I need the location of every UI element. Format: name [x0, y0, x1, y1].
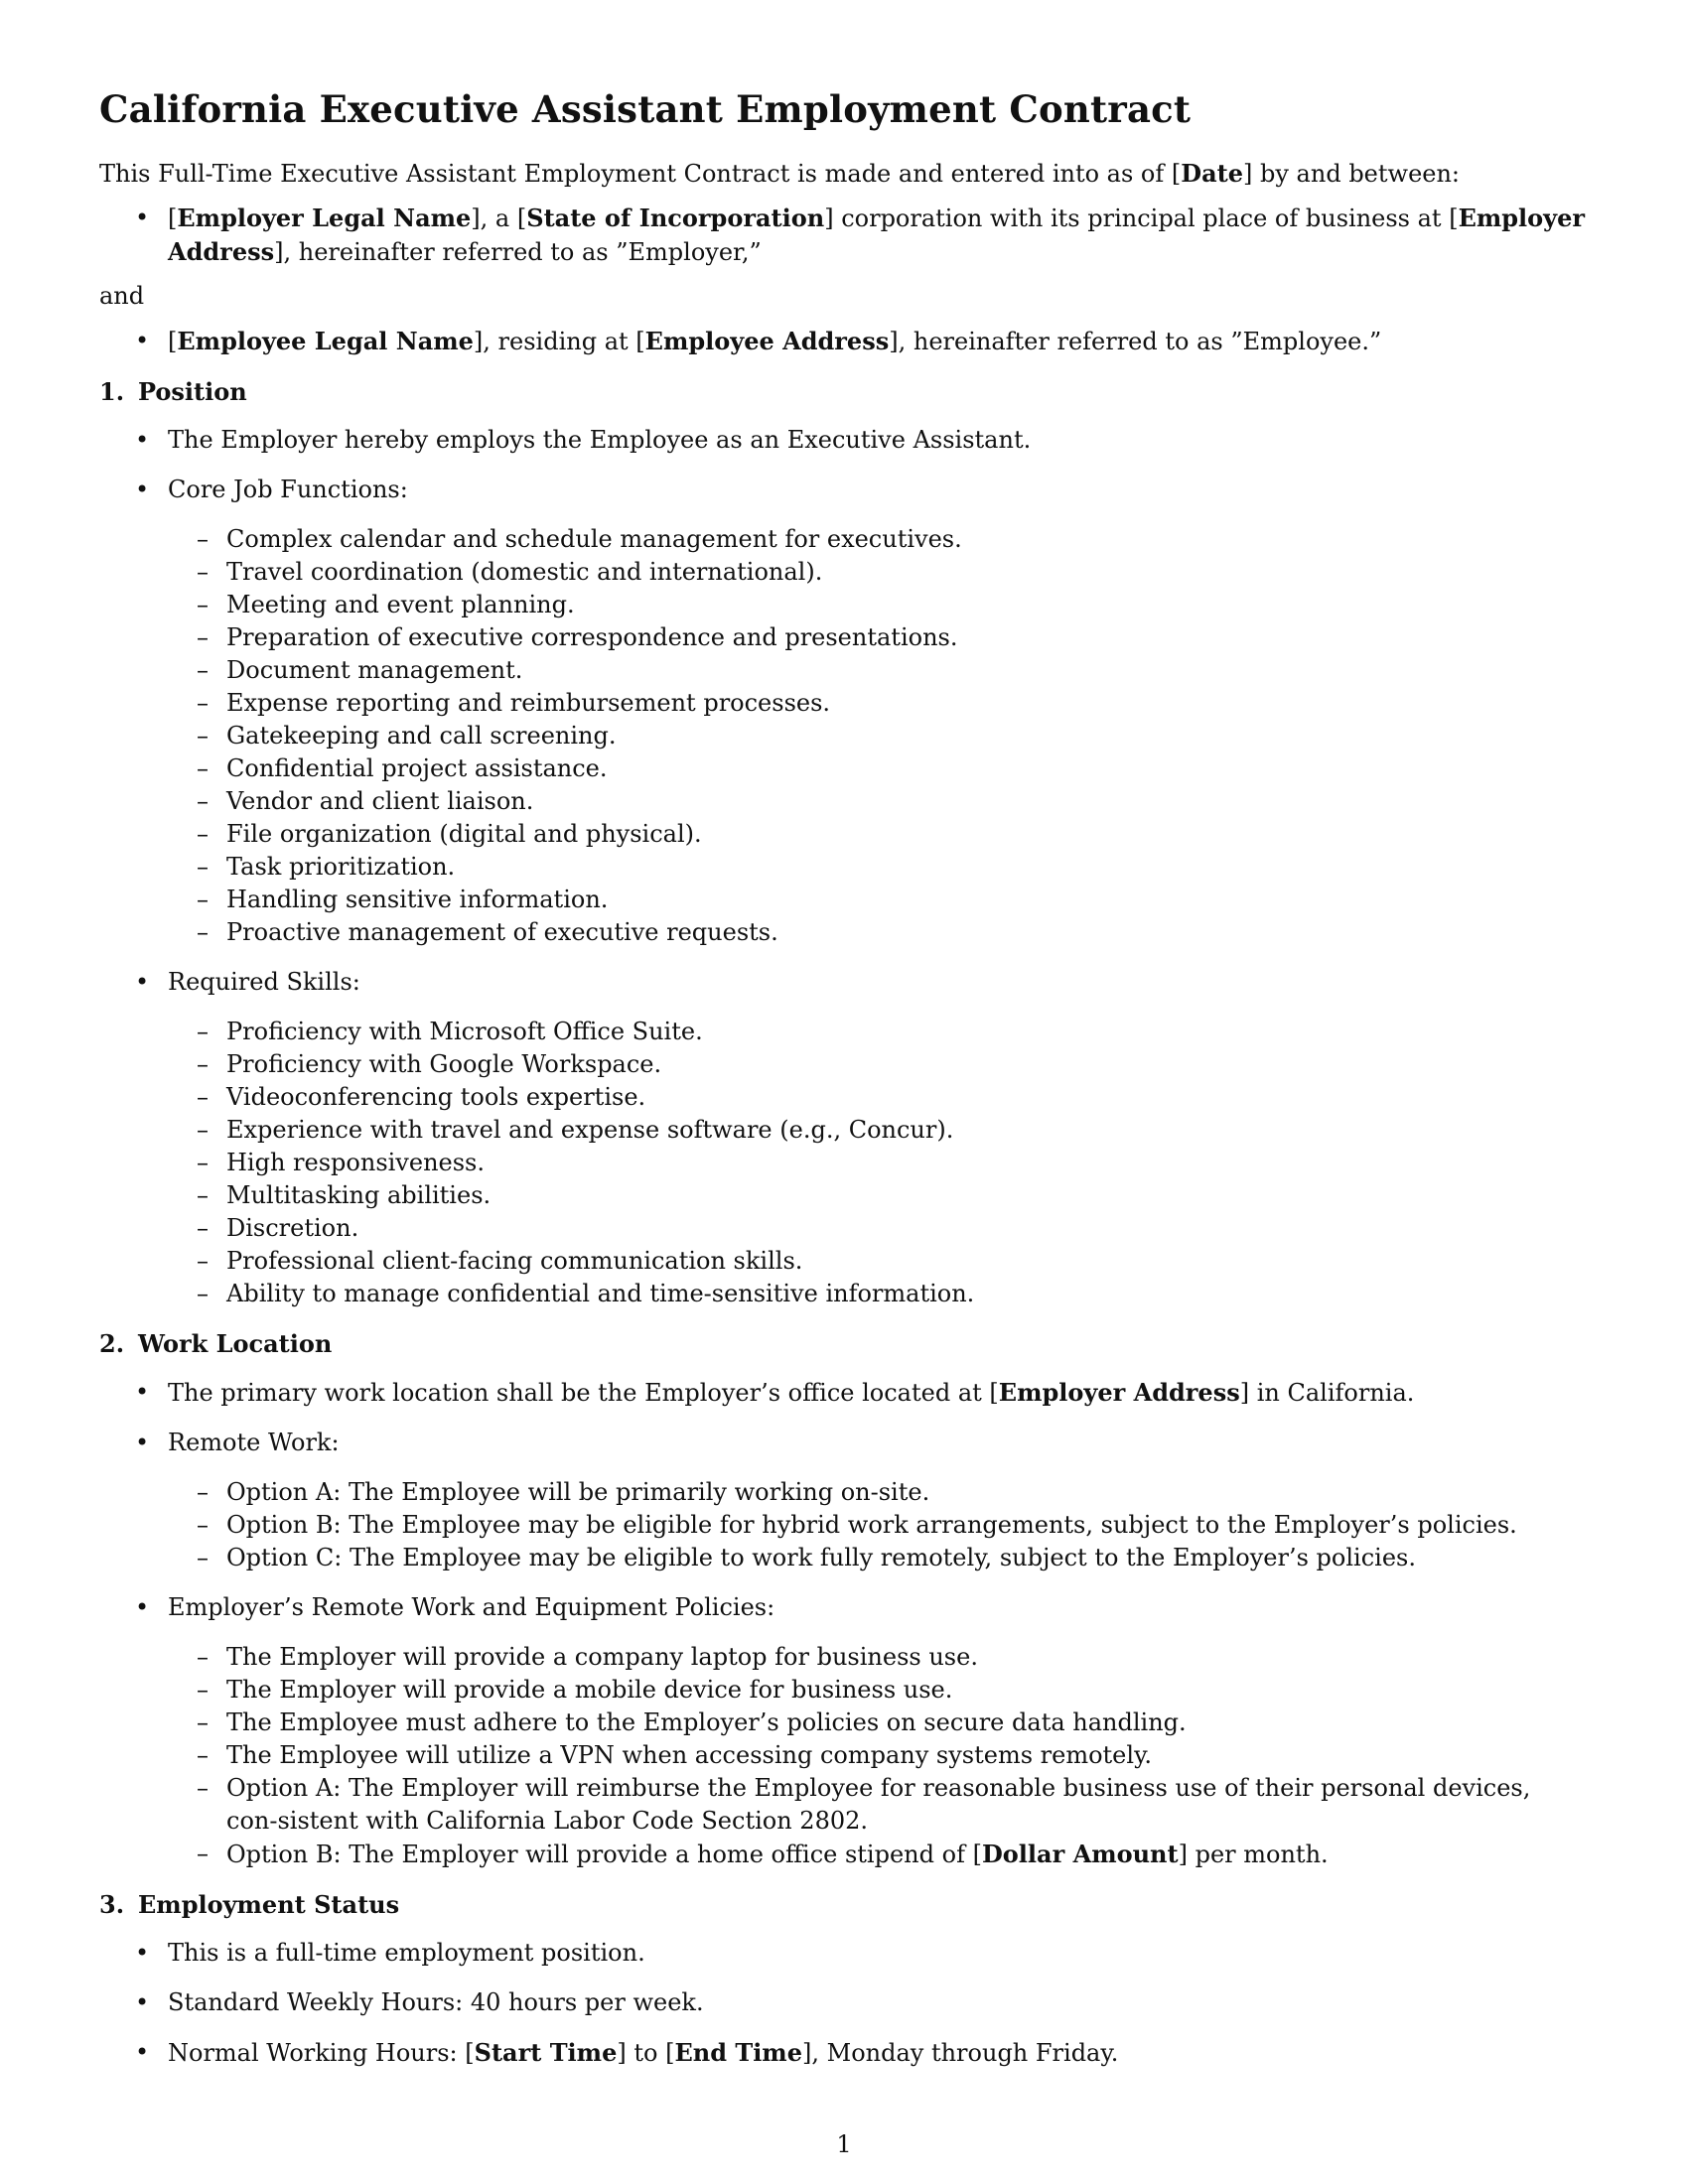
- bullet-icon: •: [135, 1378, 150, 1406]
- list-item: – Document management.: [197, 656, 523, 684]
- list-item: – Option B: The Employee may be eligible for hybrid work arrangements, subject to the Employer’s policies.: [197, 1511, 1517, 1539]
- list-item: • Required Skills: – Proficiency with Microsoft Office Suite. – Proficiency with Google Workspace. – Videoconferencing tools expertise. – Experience with travel and expense software (e.g., Concur). – High responsiveness. – Multitasking abilities. – Discretion. – Professional client-facing communication skills. – Ability to manage confidential and time-sensitive information.: [99, 966, 1589, 1310]
- list-item: – Travel coordination (domestic and international).: [197, 558, 823, 586]
- list-item: – Proficiency with Google Workspace.: [197, 1050, 662, 1078]
- list-item: • The Employer hereby employs the Employee as an Executive Assistant.: [99, 424, 1589, 457]
- bullet-icon: •: [135, 968, 150, 996]
- equipment-policies-list: [168, 1641, 1589, 1871]
- bullet-icon: •: [135, 1429, 150, 1456]
- list-item: – Meeting and event planning.: [197, 591, 575, 618]
- list-item: • Employer’s Remote Work and Equipment Policies: – The Employer will provide a company laptop for business use. – The Employer will provide a mobile device for business use. – The Employee must adhere to the Employer’s policies on secure data handling. – The Employee will utilize a VPN when accessing company systems remotely. – Option A: The Employer will reimburse the Employee for reasonable business use of their personal devices, con-sistent with California Labor Code Section 2802. – Option B: The Employer will provide a home office stipend of [Dollar Amount] per month.: [99, 1591, 1589, 1871]
- list-item: • Remote Work: – Option A: The Employee will be primarily working on-site. – Option B: The Employee may be eligible for hybrid work arrangements, subject to the Employer’s policies. – Option C: The Employee may be eligible to work fully remotely, subject to the Employer’s policies.: [99, 1427, 1589, 1574]
- core-functions-list: [168, 523, 1589, 949]
- list-item: – Ability to manage confidential and time-sensitive information.: [197, 1280, 975, 1307]
- list-item: – Discretion.: [197, 1214, 359, 1242]
- bullet-icon: •: [135, 327, 150, 354]
- list-item: – Multitasking abilities.: [197, 1181, 492, 1209]
- section-3-list: [99, 1937, 1589, 2070]
- list-item: • Standard Weekly Hours: 40 hours per week.: [99, 1986, 1589, 2019]
- bullet-icon: •: [135, 2038, 150, 2066]
- bullet-icon: •: [135, 426, 150, 454]
- list-item: – Videoconferencing tools expertise.: [197, 1083, 646, 1111]
- document-page: [99, 87, 1589, 2087]
- section-2-list: [99, 1376, 1589, 1871]
- list-item: – Option B: The Employer will provide a home office stipend of [Dollar Amount] per month.: [197, 1840, 1329, 1868]
- required-skills-list: [168, 1016, 1589, 1310]
- employee-party-list: [99, 325, 1589, 358]
- list-item: • [Employee Legal Name], residing at [Employee Address], hereinafter referred to as ”Employee.”: [135, 327, 1382, 355]
- list-item: – Proficiency with Microsoft Office Suite.: [197, 1018, 703, 1045]
- bullet-icon: •: [135, 1593, 150, 1621]
- list-item: – Professional client-facing communication skills.: [197, 1247, 803, 1275]
- list-item: – Task prioritization.: [197, 853, 456, 881]
- list-item: • This is a full-time employment position.: [99, 1937, 1589, 1970]
- page-number: 1: [836, 2130, 852, 2158]
- employer-party-list: [99, 202, 1589, 269]
- list-item: • Normal Working Hours: [Start Time] to [End Time], Monday through Friday.: [135, 2038, 1119, 2067]
- bullet-icon: •: [135, 1988, 150, 2016]
- bullet-icon: •: [135, 476, 150, 503]
- date-placeholder: Date: [1181, 159, 1243, 188]
- list-item: – Option A: The Employee will be primarily working on-site.: [197, 1478, 930, 1506]
- list-item: – Gatekeeping and call screening.: [197, 722, 617, 750]
- section-heading-position: 1. Position: [99, 377, 247, 406]
- section-1-list: [99, 424, 1589, 1310]
- bullet-icon: •: [135, 204, 150, 231]
- list-item: – Option A: The Employer will reimburse the Employee for reasonable business use of their personal devices, con-sistent with California Labor Code Section 2802.: [197, 1774, 1531, 1835]
- list-item: – Proactive management of executive requests.: [197, 918, 778, 946]
- list-item: – The Employer will provide a company laptop for business use.: [197, 1643, 978, 1671]
- list-item: – Expense reporting and reimbursement processes.: [197, 689, 831, 717]
- intro-paragraph: This Full-Time Executive Assistant Employment Contract is made and entered into as of [Date] by and between:: [99, 159, 1461, 188]
- list-item: – Option C: The Employee may be eligible to work fully remotely, subject to the Employer’s policies.: [197, 1544, 1416, 1571]
- list-item: – Confidential project assistance.: [197, 754, 608, 782]
- document-title: California Executive Assistant Employment Contract: [99, 87, 1192, 131]
- and-text: and: [99, 282, 145, 310]
- list-item: – The Employer will provide a mobile device for business use.: [197, 1676, 953, 1704]
- list-item: • The primary work location shall be the Employer’s office located at [Employer Address] in California.: [135, 1378, 1415, 1407]
- list-item: – Handling sensitive information.: [197, 886, 609, 913]
- list-item: – Complex calendar and schedule management for executives.: [197, 525, 962, 553]
- section-heading-work-location: 2. Work Location: [99, 1329, 333, 1358]
- bullet-icon: •: [135, 1939, 150, 1967]
- list-item: – Experience with travel and expense software (e.g., Concur).: [197, 1116, 954, 1144]
- list-item: – The Employee will utilize a VPN when accessing company systems remotely.: [197, 1741, 1153, 1769]
- list-item: • Core Job Functions: – Complex calendar and schedule management for executives. – Travel coordination (domestic and international). – Meeting and event planning. – Preparation of executive correspondence and presentations. – Document management. – Expense reporting and reimbursement processes. – Gatekeeping and call screening. – Confidential project assistance. – Vendor and client liaison. – File organization (digital and physical). – Task prioritization. – Handling sensitive information. – Proactive management of executive requests.: [99, 474, 1589, 949]
- list-item: – File organization (digital and physical).: [197, 820, 702, 848]
- section-heading-employment-status: 3. Employment Status: [99, 1890, 400, 1919]
- remote-work-options-list: [168, 1476, 1589, 1574]
- list-item: – Preparation of executive correspondence and presentations.: [197, 623, 958, 651]
- list-item: • [Employer Legal Name], a [State of Incorporation] corporation with its principal place of business at [Employer Address], hereinafter referred to as ”Employer,”: [135, 204, 1586, 266]
- list-item: – The Employee must adhere to the Employer’s policies on secure data handling.: [197, 1708, 1187, 1736]
- list-item: – Vendor and client liaison.: [197, 787, 534, 815]
- list-item: – High responsiveness.: [197, 1149, 485, 1176]
